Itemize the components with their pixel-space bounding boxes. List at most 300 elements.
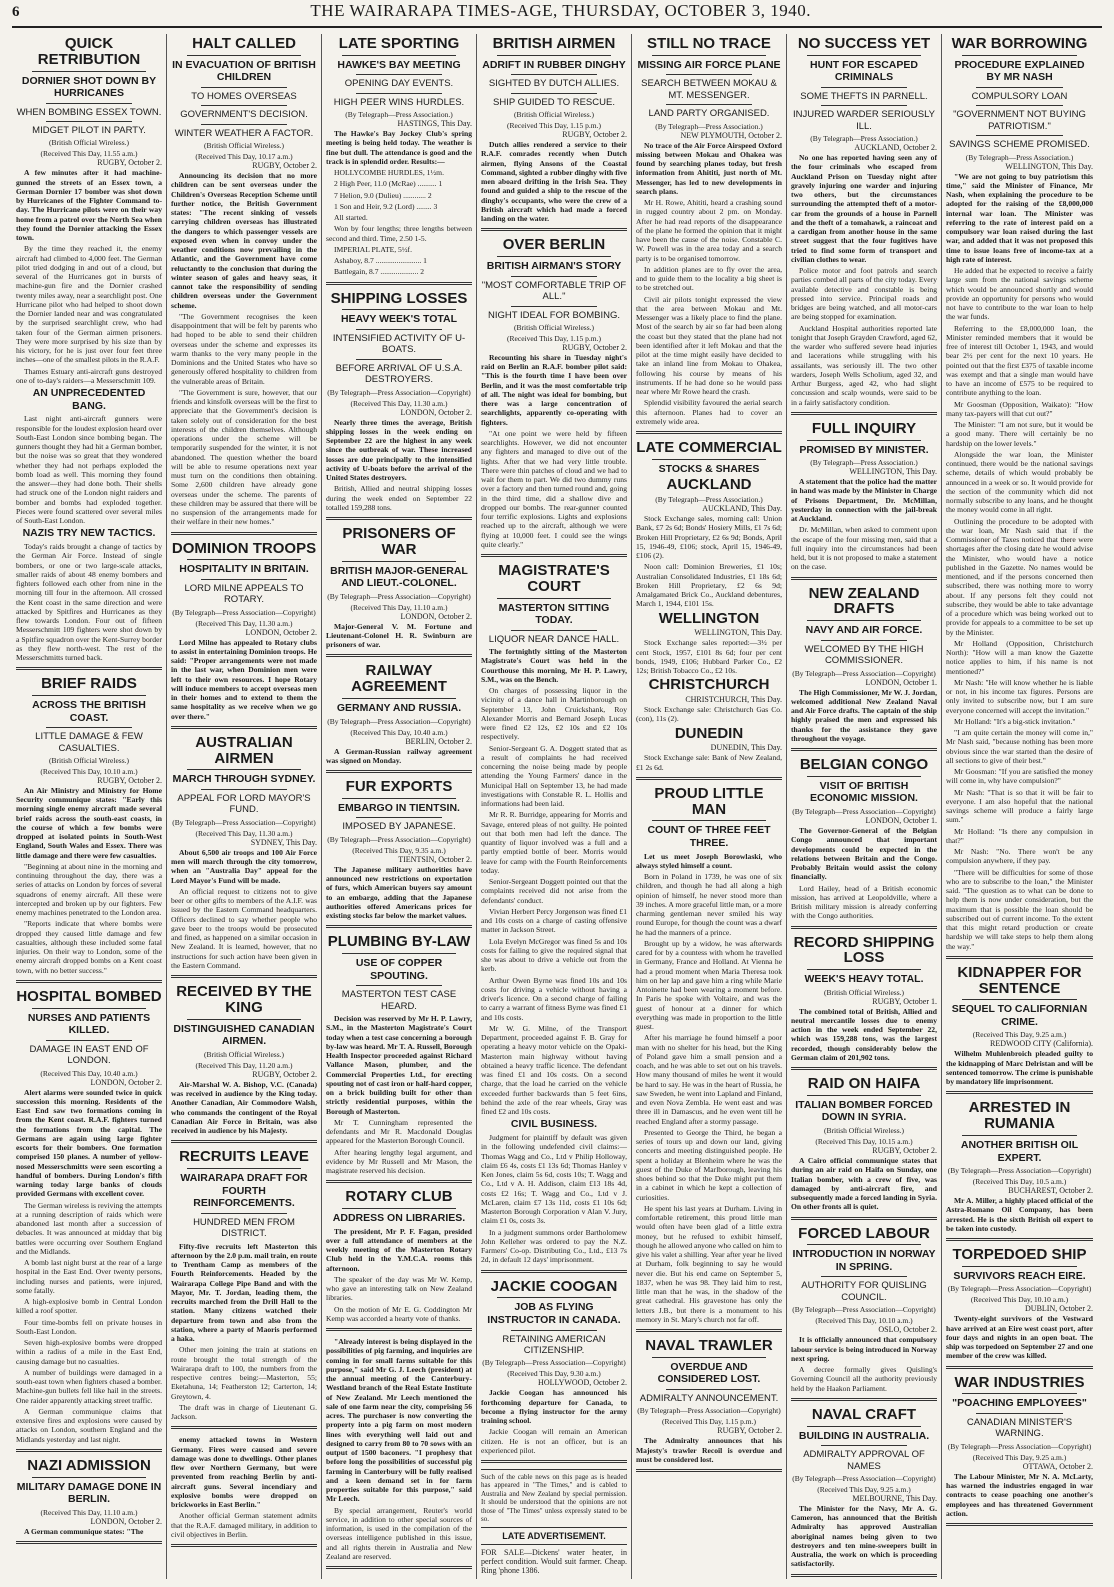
wire-credit: (British Official Wireless.) xyxy=(203,1049,285,1059)
paragraph: The Admiralty announces that his Majesty's trawler Recoil is overdue and must be considered lost. xyxy=(636,1436,782,1464)
paragraph: The combined total of British, Allied and neutral mercantile losses due to enemy action in the week ended September 22, which was 159,288 tons, was the largest recorded, though considerably below the German claim of 201,902 tons. xyxy=(791,1006,937,1062)
article xyxy=(636,440,782,780)
headline: OVER BERLIN xyxy=(502,236,606,254)
article xyxy=(16,36,162,670)
wire-credit: (By Telegraph—Press Association—Copyright) xyxy=(792,1305,936,1315)
paragraph: Other men joining the train at stations en route brought the total strength of the Wairarapa draft to 100, the numbers from the respective centres being:—Masterton, 55; Eketahuna, 14; Featherston 12; Carterton, 14; Greytown, 4. xyxy=(171,1345,317,1401)
paragraph: Splendid visibility favoured the aerial search this afternoon. Planes had to cover an extremely wide area. xyxy=(636,398,782,426)
article-end-rule xyxy=(791,1398,937,1401)
headline-rule xyxy=(807,620,921,621)
headline: PLUMBING BY-LAW xyxy=(327,933,471,951)
article xyxy=(636,36,782,434)
article xyxy=(171,541,317,729)
deck-rule xyxy=(201,789,287,790)
article xyxy=(171,735,317,978)
deck-rule xyxy=(356,817,442,818)
deck: SIGHTED BY DUTCH ALLIES. xyxy=(488,78,620,90)
deck-rule xyxy=(666,74,752,75)
dateline: LONDON, October 1. xyxy=(865,677,937,687)
paragraph: By the time they reached it, the enemy aircraft had climbed to 4,000 feet. The German pilot tried dodging in and out of a cloud, but several of the Hurricanes got in bursts of machine-gun fire and the Dornier crashed twenty miles away, near a searchlight post. One Hurricane pilot who had helped to shoot down the Dornier landed near and was congratulated by the surprised searchlight crew, who had taken four of the German airmen prisoners. They were more surprised by his size than by his victory, for he is just over four feet three inches—one of the smallest pilots in the R.A.F. xyxy=(16,244,162,365)
paragraph: Recounting his share in Tuesday night's raid on Berlin an R.A.F. bomber pilot said: "This is the fourth time I have been over Berlin, and it was the most comfortable trip of all. The night was ideal for bombing, but there was a large concentration of searchlights, apparently co-operating with fighters. xyxy=(481,352,627,427)
article-end-rule xyxy=(326,1328,472,1331)
article xyxy=(326,1337,472,1569)
paragraph: After his marriage he found himself a poor man with no shelter for his head, but the King of Poland gave him a small pension and a coach, and he was able to set out on his travels. How many thousand of miles he went it would be hard to say. He was in the heart of Russia, he saw Sweden, he went into Lapland and Finland, and even Nova Zembla. He went east and was three ill in Damascus, and he even went till he reached England after a stormy passage. xyxy=(636,1033,782,1126)
headline: NO SUCCESS YET xyxy=(797,35,931,52)
paragraph: Mr Goosman (Opposition, Waikato): "How many tax-payers will that cut out?" xyxy=(946,399,1093,418)
wire-credit: (British Official Wireless.) xyxy=(203,141,285,151)
article-body xyxy=(326,1014,472,1175)
column xyxy=(632,34,787,1579)
deck: HUNT FOR ESCAPED CRIMINALS xyxy=(810,58,918,84)
wire-credit: (By Telegraph—Press Association—Copyright) xyxy=(947,1284,1092,1294)
deck: INTENSIFIED ACTIVITY OF U-BOATS. xyxy=(332,332,466,356)
deck: BRITISH AIRMAN'S STORY xyxy=(486,260,622,273)
article-end-rule xyxy=(326,282,472,285)
paragraph: An official request to citizens not to give beer or other gifts to members of the A.I.F. was issued by the Eastern Command headquarters. Officers declined to say whether people who gave beer to the troops would be prosecuted and fined, as happened on a similar occasion in New Zealand. It is learned, however, that no instructions for such action have been given in the Eastern Command. xyxy=(171,886,317,970)
paragraph: Mr A. Miller, a highly placed official of the Astra-Romano Oil Company, has been arrested. He is the sixth British oil expert to be taken into custody. xyxy=(946,1196,1093,1233)
article-body xyxy=(946,1314,1093,1360)
deck: HAWKE'S BAY MEETING xyxy=(337,58,461,71)
dateline: BERLIN, October 2. xyxy=(405,736,472,746)
section-title: AUCKLAND xyxy=(666,476,752,494)
deck-rule xyxy=(201,105,287,106)
wire-credit: (By Telegraph—Press Association—Copyright) xyxy=(792,668,936,678)
headline: HOSPITAL BOMBED xyxy=(16,987,162,1005)
headline-rule xyxy=(187,769,301,770)
headline: RECORD SHIPPING LOSS xyxy=(793,933,935,967)
paragraph: The Governor-General of the Belgian Congo announced that important developments could be expected in the relations between Britain and the Congo. Probably Britain would assist the colony financially. xyxy=(791,826,937,882)
paragraph: "I am quite certain the money will come in," Mr Nash said, "because nothing has been more obvious since the war started than the desire of all sections to give of their best." xyxy=(946,728,1093,765)
paragraph: A statement that the police had the matter in hand was made by the Minister in Charge of Prisons Department, Dr. McMillan, yesterday in connection with the jail-break at Auckland. xyxy=(791,477,937,524)
dateline: RUGBY, October 2. xyxy=(252,1069,317,1079)
paragraph: Born in Poland in 1739, he was one of six children, and though he had all along a high opinion of himself, he never stood more than 39 inches. A more graceful little man, or a more charming gentleman never smiled his way round Europe, for though the count was a dwarf he had the manners of a prince. xyxy=(636,872,782,937)
deck: LAND PARTY ORGANISED. xyxy=(648,108,770,120)
headline: ROTARY CLUB xyxy=(345,1188,453,1206)
dateline: RUGBY, October 2. xyxy=(97,775,162,785)
paragraph: A German communique claims that extensive fires and explosions were caused by attacks on London, southern England and the Midlands yesterday and last night. xyxy=(16,1406,162,1444)
deck: WINTER WEATHER A FACTOR. xyxy=(174,127,314,139)
wire-credit: (By Telegraph—Press Association—Copyright) xyxy=(947,1166,1092,1176)
paragraph: No one has reported having seen any of the four criminals who escaped from Auckland Prison on Tuesday night after gravely injuring one warder and injuring two others, but the circumstances surrounding the attempted theft of a motor-car from the grounds of a house in Parnell and the theft of a tomahawk, a raincoat and a cardigan from another house in the same street suggest that the four fugitives have tried to find some form of transport and civilian clothes to wear. xyxy=(791,153,937,264)
deck: GOVERNMENT'S DECISION. xyxy=(180,109,308,121)
article-end-rule xyxy=(481,1460,627,1463)
article-body xyxy=(481,140,627,223)
wire-credit: (By Telegraph—Press Association—Copyright) xyxy=(482,1358,626,1368)
paragraph: A decree formally gives Quisling's Governing Council all the authority previously held by the Haakon Parliament. xyxy=(791,1365,937,1393)
dateline: RUGBY, October 2. xyxy=(562,342,627,352)
deck: SEARCH BETWEEN MOKAU & MT. MESSENGER. xyxy=(641,78,777,101)
dateline: WELLINGTON, This Day. xyxy=(694,628,782,638)
newspaper-title: THE WAIRARAPA TIMES-AGE, THURSDAY, OCTOBER 3, 1940. xyxy=(310,1,812,20)
deck: NAVY AND AIR FORCE. xyxy=(805,624,923,637)
deck: COMPULSORY LOAN xyxy=(971,90,1068,102)
paragraph: Mr Nash: "He will know whether he is liable or not, in his income tax figures. Persons are only invited to subscribe now, but I am sure everyone concerned will accept the invitation." xyxy=(946,677,1093,715)
deck: ACROSS THE BRITISH COAST. xyxy=(32,699,146,724)
paragraph: Air-Marshal W. A. Bishop, V.C. (Canada) was received in audience by the King today. Another Canadian, Air Commodore Walsh, who commands the contingent of the Royal Canadian Air Force in Britain, was also received in audience by his Majesty. xyxy=(171,1079,317,1136)
dateline: LONDON, October 1. xyxy=(865,816,937,826)
article xyxy=(946,1100,1093,1241)
dateline: LONDON, October 2. xyxy=(90,1077,162,1087)
deck: MASTERTON TEST CASE HEARD. xyxy=(341,989,457,1012)
paragraph: IMPERIAL PLATE, 5½f. xyxy=(334,244,412,254)
headline: RAILWAY AGREEMENT xyxy=(351,662,447,696)
paragraph: Decision was reserved by Mr H. P. Lawry, S.M., in the Masterton Magistrate's Court today when a test case concerning a borough by-law was heard. Mr T. A. Russell, Borough Health Inspector proceeded against Richard Vallance Mason, plumber, and the Commercial Properties Ltd., for erecting spouting not of cast iron or half-hard copper, on a brick building built for other than strictly residential purposes, within the Borough of Masterton. xyxy=(326,1014,472,1116)
article-body xyxy=(481,1388,627,1455)
article-body xyxy=(171,638,317,721)
headline-rule xyxy=(497,1297,611,1298)
deck: OVERDUE AND CONSIDERED LOST. xyxy=(657,1360,761,1386)
headline-rule xyxy=(807,776,921,777)
paragraph: Seven high-explosive bombs were dropped within a radius of a mile in the East End, causing damage but no casualties. xyxy=(16,1338,162,1366)
paragraph: Judgment for plaintiff by default was given in the following undefended civil claims:—Thomas Wagg and Co., Ltd v Philip Holloway, claim £6 4s, costs £1 13s 6d; Thomas Hanley v Ken Jones, claim 5s 6d, costs 10s; T. Wagg and Co., Ltd v A. H. Addison, claim £13 18s 4d, costs £2 16s; T. Wagg and Co., Ltd v J. McLaren, claim £7 13s 11d, costs £1 10s 6d; Masterton Borough Corporation v Alan V. Jury, claim £1 0s, costs 3s. xyxy=(481,1133,627,1226)
headline: LATE COMMERCIAL xyxy=(636,439,782,457)
headline: AUSTRALIAN AIRMEN xyxy=(195,733,293,767)
article-body xyxy=(791,1007,937,1063)
article xyxy=(636,786,782,1332)
paragraph: The fortnightly sitting of the Masterton Magistrate's Court was held in the Courthouse this morning, Mr H. P. Lawry, S.M., was on the Bench. xyxy=(481,647,627,684)
article-body xyxy=(636,852,782,1325)
deck-rule xyxy=(821,1276,907,1277)
article xyxy=(946,1247,1093,1369)
paragraph: Auckland Hospital authorities reported late tonight that Joseph Grayden Crawford, aged 62, the warder who suffered severe head injuries and lacerations while struggling with his assailants, was seriously ill. The two other warders, Joseph Wells Scholium, aged 32, and Arthur Burgess, aged 42, who had slight concussion and scalp wounds, were said to be in a fairly satisfactory condition. xyxy=(791,323,937,407)
deck: HEAVY WEEK'S TOTAL xyxy=(340,313,458,326)
headline: PRISONERS OF WAR xyxy=(342,525,456,558)
deck: TO HOMES OVERSEAS xyxy=(191,90,297,102)
paragraph: The speaker of the day was Mr W. Kemp, who gave an interesting talk on New Zealand libraries. xyxy=(326,1274,472,1303)
deck: PROCEDURE EXPLAINED BY MR NASH xyxy=(954,58,1085,84)
article-body xyxy=(171,1435,317,1539)
paragraph: "There will be difficulties for some of those who are to subscribe to the loan," the Minister said. "The question as to what can be done to help them is now under consideration, but the maximum that is possible the loan should be subscribed out of current income. To the extent that this might retard production or create hardship we will take steps to help them along the way." xyxy=(946,867,1093,951)
article-body xyxy=(171,1242,317,1422)
deck: EMBARGO IN TIENTSIN. xyxy=(338,801,460,814)
headline: FULL INQUIRY xyxy=(811,419,917,437)
article xyxy=(326,1189,472,1331)
paragraph: In a judgment summons order Bartholomew John Kelleher was ordered to pay the N.Z. Farmers' Co-op. Distributing Co., Ltd., £13 7s 2d, in default 12 days' imprisonment. xyxy=(481,1227,627,1265)
article-end-rule xyxy=(16,1541,162,1544)
article xyxy=(326,291,472,520)
deck-rule xyxy=(976,87,1063,88)
wire-credit: (By Telegraph—Press Association—Copyright) xyxy=(172,607,316,617)
article xyxy=(791,586,937,751)
paragraph: Mr Holland: "Is there any compulsion in that?" xyxy=(946,826,1093,845)
paragraph: The Hawke's Bay Jockey Club's spring meeting is being held today. The weather is fine but dull. The attendance is good and the track is in splendid order. Results:— xyxy=(326,129,472,166)
deck: MASTERTON SITTING TODAY. xyxy=(498,601,610,627)
paragraph: Won by four lengths; three lengths between second and third. Time, 2.50 1-5. xyxy=(326,224,472,243)
deck-rule xyxy=(511,93,597,94)
article xyxy=(326,779,472,928)
paragraph: Mr Holland (Opposition, Christchurch North): "How will a man know the Gazette notice applies to him, if his name is not mentioned?" xyxy=(946,638,1093,676)
paragraph: Twenty-eight survivors of the Vestward have arrived at an Eire west coast port, after four days and nights in an open boat. The ship was torpedoed on September 27 and one member of the crew was killed. xyxy=(946,1314,1093,1361)
article-body xyxy=(16,1527,162,1536)
wire-credit: (British Official Wireless.) xyxy=(513,322,595,332)
paragraph: Lola Evelyn McGregor was fined 5s and 10s costs for failing to give the required signal that she was about to drive a vehicle out from the kerb. xyxy=(481,936,627,974)
received-time: (Received This Day, 11.30 a.m.) xyxy=(195,618,293,628)
received-time: (Received This Day, 10.15 a.m.) xyxy=(815,1137,913,1147)
article-body xyxy=(791,1504,937,1569)
article-body xyxy=(946,1049,1093,1086)
deck: AUTHORITY FOR QUISLING COUNCIL. xyxy=(801,1280,927,1303)
headline-rule xyxy=(497,55,611,56)
wire-credit: (British Official Wireless.) xyxy=(823,987,905,997)
deck: ANOTHER BRITISH OIL EXPERT. xyxy=(960,1138,1079,1164)
deck-rule xyxy=(976,105,1063,106)
headline-rule xyxy=(807,1426,921,1427)
deck: USE OF COPPER SPOUTING. xyxy=(355,957,443,982)
deck: ADRIFT IN RUBBER DINGHY xyxy=(482,58,626,71)
paragraph: A high-explosive bomb in Central London killed a roof spotter. xyxy=(16,1297,162,1316)
headline: KIDNAPPER FOR SENTENCE xyxy=(957,963,1082,997)
paragraph: Mr H. Rowe, Ahititi, heard a crashing sound in rugged country about 2 pm. on Monday. After he had read reports of the disappearance of the plane he formed the opinion that it might have been the cause of the noise. Constable C. W. Powell was in the area today and a search party is to be organised tomorrow. xyxy=(636,198,782,263)
paragraph: The Labour Minister, Mr N. A. McLarty, has warned the industries engaged in war contracts to cease poaching one another's employees and has threatened Government action. xyxy=(946,1471,1093,1518)
headline: NAVAL CRAFT xyxy=(811,1405,917,1423)
paragraph: Lord Milne has appealed to Rotary clubs to assist in entertaining Dominion troops. He said: "Proper arrangements were not made in the last war, when Dominion men were left to their own resources. I hope Rotary will induce members to accept overseas men in their homes and to extend to them the same hospitality as we receive when we go over there." xyxy=(171,637,317,721)
deck-rule xyxy=(46,1040,132,1041)
deck: LORD MILNE APPEALS TO ROTARY. xyxy=(184,582,304,606)
dateline: MELBOURNE, This Day. xyxy=(852,1493,937,1503)
deck-rule xyxy=(356,74,442,75)
article-body xyxy=(481,353,627,549)
paragraph: Announcing its decision that no more children can be sent overseas under the Children's Overseas Reception Scheme until further notice, the British Government states: "The recent sinking of vessels carrying children overseas has illustrated the dangers to which passenger vessels are exposed even when in convoy under the weather conditions now prevailing in the Atlantic, and the Government have come reluctantly to the conclusion that during the winter season of gales and heavy seas, it cannot take the responsibility of sending children overseas under the Government scheme. xyxy=(171,171,317,310)
paragraph: Civil air pilots tonight expressed the view that the area between Mokau and Mt. Messenger was a likely place to find the plane. Most of the search by air so far had been along the coast but they stated that the plane had not been identified after it left Mokau and that the pilot at the time might easily have decided to take an inland line from Mokau to Ohakea, following his course by means of his instruments. If he had done so he would pass near where Mr Rowe heard the crash. xyxy=(636,294,782,397)
paragraph: Mr W. G. Milne, of the Transport Department, proceeded against F. B. Gray for operating a heavy motor vehicle on the Opaki-Masterton main highway without having obtained a heavy traffic licence. The defendant was fined £1 and 10s costs. On a second charge, that the load he carried on the vehicle exceeded further backwards than 5 feet 6ins, behind the axle of the rear wheels, Gray was fined £2 and 10s costs. xyxy=(481,1023,627,1117)
received-time: (Received This Day, 11.30 a.m.) xyxy=(350,398,448,408)
article-end-rule xyxy=(791,1574,937,1577)
dateline: RUGBY, October 2. xyxy=(252,161,317,171)
headline-rule xyxy=(652,1357,766,1358)
article-end-rule xyxy=(326,1566,472,1569)
deck-rule xyxy=(821,87,907,88)
article xyxy=(791,935,937,1071)
received-time: (Received This Day, 1.15 p.m.) xyxy=(507,333,601,343)
deck-rule xyxy=(976,1413,1063,1414)
wire-credit: (British Official Wireless.) xyxy=(48,138,130,148)
deck-rule xyxy=(356,985,442,986)
article xyxy=(636,1338,782,1472)
deck-rule xyxy=(201,579,287,580)
paragraph: An Air Ministry and Ministry for Home Security communique states: "Early this morning single enemy aircraft made several brief raids across the south-east coasts, in the course of which a few bombs were dropped at isolated points in South-West England, South Wales and Essex. There was little damage and there were few casualties. xyxy=(16,785,162,860)
wire-credit: (By Telegraph—Press Association.) xyxy=(810,458,918,468)
paragraph: A German-Russian railway agreement was signed on Monday. xyxy=(326,746,472,765)
received-time: (Received This Day, 11.10 a.m.) xyxy=(350,602,448,612)
paragraph: 2 High Peer, 11.0 (McRae) .......... 1 xyxy=(334,179,443,189)
article xyxy=(791,421,937,580)
headline-rule xyxy=(497,598,611,599)
wire-credit: (By Telegraph—Press Association—Copyright) xyxy=(792,1473,936,1483)
paragraph: In addition planes are to fly over the area, and to guide them to the locality a big sheet is to be stretched out. xyxy=(636,264,782,293)
paragraph: A Cairo official communique states that during an air raid on Haifa on Sunday, one Italian bomber, with a crew of five, was damaged by anti-aircraft fire, and subsequently made a forced landing in Syria. On other fronts all is quiet. xyxy=(791,1156,937,1212)
article-body xyxy=(16,786,162,975)
received-time: (Received This Day, 1.15 p.m.) xyxy=(662,1417,756,1427)
paragraph: Battlegain, 8.7 .................... 2 xyxy=(334,267,425,277)
article xyxy=(791,1407,937,1577)
headline-rule xyxy=(807,969,921,970)
article-body xyxy=(946,1196,1093,1233)
headline-rule xyxy=(342,561,456,562)
deck-rule xyxy=(821,1445,907,1446)
deck: GERMANY AND RUSSIA. xyxy=(336,701,462,714)
paragraph: HOLLYCOMBE HURDLES, 1½m. xyxy=(334,168,444,178)
deck: INTRODUCTION IN NORWAY IN SPRING. xyxy=(792,1248,936,1273)
column xyxy=(322,34,477,1579)
wire-credit: (By Telegraph—Press Association—Copyright) xyxy=(172,817,316,827)
article-body xyxy=(791,688,937,744)
paragraph: Arthur Owen Byrne was fined 10s and 10s costs for driving a vehicle without having a driver's licence. On a second charge of failing to carry a warrant of fitness Byrne was fined £1 and 10s costs. xyxy=(481,975,627,1022)
article xyxy=(791,757,937,928)
paragraph: Another official German statement admits that the R.A.F. damaged military, in addition to civil objectives in Berlin. xyxy=(171,1511,317,1539)
article xyxy=(791,36,937,415)
wire-credit: (By Telegraph—Press Association—Copyright) xyxy=(327,591,471,601)
article xyxy=(171,1435,317,1547)
wire-credit: (By Telegraph—Press Association.) xyxy=(965,152,1074,162)
deck: INJURED WARDER SERIOUSLY ILL. xyxy=(793,109,935,132)
article-end-rule xyxy=(171,1140,317,1143)
article-end-rule xyxy=(636,1329,782,1332)
deck: ADMIRALTY ANNOUNCEMENT. xyxy=(639,1392,779,1404)
deck-rule xyxy=(821,640,907,641)
article xyxy=(326,934,472,1183)
deck: "MOST COMFORTABLE TRIP OF ALL." xyxy=(481,279,627,303)
received-time: (Received This Day, 11.30 a.m.) xyxy=(195,828,293,838)
dateline: TIENTSIN, October 2. xyxy=(398,854,472,864)
deck: APPEAL FOR LORD MAYOR'S FUND. xyxy=(177,793,311,816)
paragraph: Stock Exchange sale: Christchurch Gas Co. (con), 11s (2). xyxy=(636,705,782,724)
paragraph: Let us meet Joseph Borowlaski, who always styled himself a count. xyxy=(636,851,782,870)
headline-rule xyxy=(652,820,766,821)
section-title: CHRISTCHURCH xyxy=(648,676,770,694)
deck: VISIT OF BRITISH ECONOMIC MISSION. xyxy=(810,779,918,805)
article-end-rule xyxy=(636,431,782,434)
headline-rule xyxy=(342,953,456,954)
paragraph: Dr. McMillan, when asked to comment upon the escape of the four missing men, said that a full inquiry into the circumstances had been held, but it is not proposed to make a statement on the case. xyxy=(791,525,937,572)
paragraph: The German wireless is reviving the attempts at a running description of raids which were abandoned last month after a succession of debacles. It was announced at midday that big battles were occurring over Southern England and the Midlands. xyxy=(16,1200,162,1256)
article-end-rule xyxy=(791,412,937,415)
deck-rule xyxy=(356,359,442,360)
headline: DOMINION TROOPS xyxy=(171,539,317,557)
paragraph: Police motor and foot patrols and search parties combed all parts of the city today. Every available detective and constable is being pressed into service. Principal roads and bridges are being watched, and all motor-cars are being stopped for examination. xyxy=(791,266,937,322)
article-end-rule xyxy=(171,532,317,535)
dateline: DUBLIN, October 2. xyxy=(1025,1304,1093,1314)
received-time: (Received This Day, 11.55 a.m.) xyxy=(40,149,138,159)
deck: LIQUOR NEAR DANCE HALL. xyxy=(488,633,620,645)
headline: PROUD LITTLE MAN xyxy=(654,784,764,818)
paragraph: On the motion of Mr E. G. Coddington Mr Kemp was accorded a hearty vote of thanks. xyxy=(326,1304,472,1323)
article xyxy=(16,1458,162,1544)
wire-credit: (British Official Wireless.) xyxy=(48,755,130,765)
received-time: (Received This Day, 9.25 a.m.) xyxy=(972,1452,1067,1462)
article-end-rule xyxy=(171,1426,317,1429)
paragraph: Stock Exchange sales reported:—3½ per cent Stock, 1957, £101 8s 6d; four per cent bonds, 1949, £106; Hubbard Parker Co., £2 12s; British Tobacco Co., £2 10s. xyxy=(636,638,782,676)
paragraph: Alongside the war loan, the Minister continued, there would be the national savings scheme, details of which would probably be announced in a week or so. It would provide for the section of the community which did not normally subscribe to any loans, and he thought the money would come in all right. xyxy=(946,449,1093,515)
headline-rule xyxy=(962,1266,1077,1267)
article-body xyxy=(791,826,937,921)
article xyxy=(171,1149,317,1429)
deck: SEQUEL TO CALIFORNIAN CRIME. xyxy=(951,1003,1088,1028)
paragraph: "Already interest is being displayed in the possibilities of pig farming, and inquiries are coming in for small farms suitable for this purpose," said Mr G. J. Leech (president) at the annual meeting of the Canterbury-Westland branch of the Real Estate Institute of New Zealand. Mr Leech mentioned the sale of one farm near the city, comprising 56 acres. The purchaser is now converting the property into a pig farm on most modern lines with everything well laid out and designed to carry from 80 to 70 sows with an output of 1500 baconers. "I prophesy that before long the possibilities of successful pig farming in Canterbury will be fully realised and a keen demand set in for farm properties suitable for this purpose," said Mr Leech. xyxy=(326,1337,472,1504)
deck: MARCH THROUGH SYDNEY. xyxy=(172,773,316,786)
paragraph: Fifty-five recruits left Masterton this afternoon by the 2.0 p.m. mail train, en route to Trentham Camp as members of the Fourth Reinforcements. Headed by the Wairarapa College Pipe Band and with the Mayor, Mr. T. Jordan, leading them, the recruits marched from the Drill Hall to the station. Many citizens watched their departure from town and also from the station, where a party of Maoris performed a haka. xyxy=(171,1241,317,1344)
headline: NAZI ADMISSION xyxy=(27,1456,151,1474)
dateline: HOLLYWOOD, October 2. xyxy=(538,1378,627,1388)
wire-credit: (By Telegraph—Press Association.) xyxy=(345,110,453,120)
received-time: (Received This Day, 10.17 a.m.) xyxy=(195,152,293,162)
paragraph: Dutch allies rendered a service to their R.A.F. comrades recently when Dutch airmen, flying Ansons of the Coastal Command, sighted a rubber dinghy with five men aboard drifting in the Irish Sea. They found and guided a ship to the rescue of the dinghy's occupants, who were the crew of a British aircraft which had made a forced landing on the water. xyxy=(481,140,627,224)
deck: STOCKS & SHARES xyxy=(658,462,760,475)
paragraph: Today's raids brought a change of tactics by the German Air Force. Instead of single bombers, or one or two large-scale attacks, smaller raids of about 48 enemy bombers and fighters followed each other from nine in the morning till four in the afternoon. All crossed the Kent coast in the same direction and were attacked by Spitfires and Hurricanes as they flew towards London. Four out of fifteen Messerschmitt 109 fighters were shot down by a Spitfire squadron over the Kent-Surrey border as they flew north-west. The rest of the Messerschmitts turned back. xyxy=(16,542,162,662)
deck-rule xyxy=(511,276,597,277)
dateline: WELLINGTON, This Day. xyxy=(849,467,937,477)
dateline: RUGBY, October 2. xyxy=(872,1146,937,1156)
paragraph: A few minutes after it had machine-gunned the streets of an Essex town, a German Dornier 17 bomber was shot down by Hurricanes of the Fighter Command to-day. The Hurricane pilots were on their way home from a patrol over the North Sea when they found the Dornier attacking the Essex town. xyxy=(16,168,162,243)
headline-rule xyxy=(807,1095,921,1096)
headline-rule xyxy=(962,55,1077,56)
dateline: RUGBY, October 2. xyxy=(562,130,627,140)
headline-rule xyxy=(962,1393,1077,1394)
paragraph: 1 Son and Heir, 9.2 (Lord) ........ 3 xyxy=(334,201,438,211)
dateline: LONDON, October 2. xyxy=(245,627,317,637)
deck: "GOVERNMENT NOT BUYING PATRIOTISM." xyxy=(953,109,1086,132)
paragraph: After hearing lengthy legal argument, and evidence by Mr Russell and Mr Mason, the magistrate reserved his decision. xyxy=(326,1147,472,1176)
masthead xyxy=(12,0,1102,28)
deck: JOB AS FLYING INSTRUCTOR IN CANADA. xyxy=(487,1301,621,1326)
received-time: (Received This Day, 10.40 a.m.) xyxy=(40,1068,138,1078)
article-body xyxy=(16,168,162,662)
wire-credit: (By Telegraph—Press Association.) xyxy=(810,134,918,144)
article-body xyxy=(171,171,317,527)
deck-rule xyxy=(201,1213,287,1214)
paragraph: By special arrangement, Reuter's world service, in addition to other special sources of information, is used in the compilation of the overseas intelligence published in this issue, and all rights therein in Australia and New Zealand are reserved. xyxy=(326,1505,472,1561)
deck: SURVIVORS REACH EIRE. xyxy=(953,1269,1086,1282)
dateline: WELLINGTON, This Day. xyxy=(1005,161,1093,171)
deck: HIGH PEER WINS HURDLES. xyxy=(333,96,465,108)
article-body xyxy=(171,848,317,970)
received-time: (Received This Day, 11.10 a.m.) xyxy=(40,1507,138,1517)
deck: WHEN BOMBING ESSEX TOWN. xyxy=(16,106,162,118)
paragraph: Mr Holland: "It's a big-stick invitation." xyxy=(954,716,1076,726)
headline-rule xyxy=(807,440,921,441)
paragraph: Four time-bombs fell on private houses in South-East London. xyxy=(16,1317,162,1336)
deck: RETAINING AMERICAN CITIZENSHIP. xyxy=(502,1333,606,1356)
column xyxy=(12,34,167,1579)
dateline: LONDON, October 2. xyxy=(90,1516,162,1526)
deck: HUNDRED MEN FROM DISTRICT. xyxy=(193,1216,295,1240)
headline-rule xyxy=(807,1244,921,1245)
headline: RAID ON HAIFA xyxy=(807,1075,921,1093)
paragraph: Mr Nash: "That is so that it will be fair to everyone. I am also hopeful that the national savings scheme will produce a fairly large sum." xyxy=(946,787,1093,825)
deck: BRITISH MAJOR-GENERAL AND LIEUT.-COLONEL. xyxy=(330,564,468,590)
paragraph: Mr Goosman: "If you are satisfied the money will come in, why have compulsion?" xyxy=(946,767,1093,786)
deck: OPENING DAY EVENTS. xyxy=(344,78,454,90)
article-body xyxy=(946,172,1093,951)
article-body xyxy=(636,1436,782,1464)
article-end-rule xyxy=(791,748,937,751)
article-end-rule xyxy=(326,1180,472,1183)
article-end-rule xyxy=(946,1366,1093,1369)
paragraph: "Beginning at about nine in the morning and continuing throughout the day, there was a series of attacks on London by forces of several squadrons of enemy aircraft. All these were intercepted and broken up by our fighters. Few enemy machines penetrated to the London area. xyxy=(16,861,162,918)
paragraph: The Japanese military authorities have announced new restrictions on exportation of furs, which American buyers say amount to an embargo, adding that the Japanese authorities offered Americans prices for existing stocks far below the market values. xyxy=(326,864,472,921)
article xyxy=(481,1279,627,1463)
deck: IMPOSED BY JAPANESE. xyxy=(342,821,456,833)
wire-credit: (By Telegraph—Press Association—Copyright) xyxy=(947,1441,1092,1451)
article-end-rule xyxy=(171,975,317,978)
wire-credit: (By Telegraph—Press Association—Copyright) xyxy=(327,387,471,397)
article-end-rule xyxy=(791,1067,937,1070)
dateline: DUNEDIN, This Day. xyxy=(710,743,782,753)
page-number: 6 xyxy=(12,4,20,20)
article-end-rule xyxy=(326,925,472,928)
subhead: AN UNPRECEDENTED BANG. xyxy=(32,387,146,412)
article-body xyxy=(791,153,937,407)
paragraph: He added that he expected to receive a fairly large sum from the national savings scheme which would be announced shortly and would provide an opportunity for persons who would not have to contribute to the war loan to help the war funds. xyxy=(946,266,1093,322)
